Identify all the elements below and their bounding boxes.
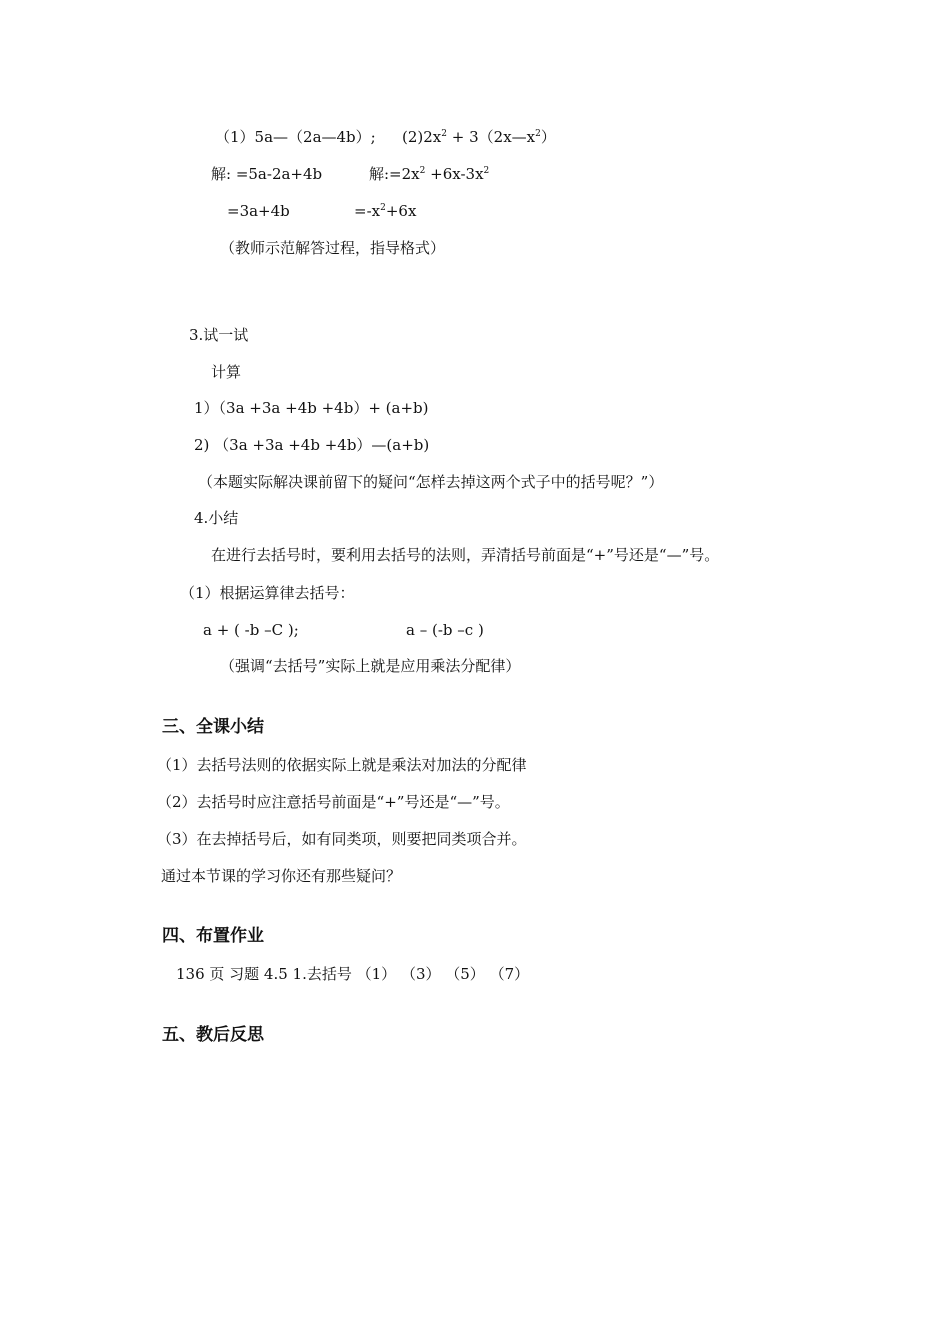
try-item-1: 1）（3a +3a +4b +4b）+ (a+b) xyxy=(194,399,429,417)
section-5-title: 五、教后反思 xyxy=(162,1025,264,1045)
problem-2: $(2)2x^2$ + $3(2x—x^2)$ xyxy=(402,128,556,146)
section-3-title: 三、全课小结 xyxy=(162,717,264,737)
try-subtitle: 计算 xyxy=(211,363,242,381)
solution-1-line-2: =3a+4b xyxy=(227,202,290,220)
summary-small-text: 在进行去括号时，要利用去括号的法则，弄清括号前面是“+”号还是“—”号。 xyxy=(211,546,720,564)
section-4-title: 四、布置作业 xyxy=(162,926,264,946)
solution-2-line-1: 解$:=2x^2 +6x-3x^2$ xyxy=(369,165,490,183)
section-3-question: 通过本节课的学习你还有那些疑问？ xyxy=(161,867,402,885)
try-title: 3.试一试 xyxy=(189,326,249,344)
section-3-item-1: （1）去括号法则的依据实际上就是乘法对加法的分配律 xyxy=(157,756,527,774)
solution-1-line-1: 解: =5a-2a+4b xyxy=(211,165,323,183)
example-note: （教师示范解答过程，指导格式） xyxy=(220,239,446,257)
summary-small-note: （强调“去括号”实际上就是应用乘法分配律） xyxy=(220,657,521,675)
section-3-item-3: （3）在去掉括号后，如有同类项，则要把同类项合并。 xyxy=(157,830,527,848)
summary-small-title: 4.小结 xyxy=(194,509,239,527)
summary-expr-1: a + ( -b –C ); xyxy=(203,621,299,639)
problem-1: （1）5a—（2a—4b）; xyxy=(215,128,376,146)
summary-expr-2: a – (-b –c ) xyxy=(406,621,484,639)
try-item-2: 2) （3a +3a +4b +4b）—(a+b) xyxy=(194,436,430,454)
solution-2-line-2: $=-x^2+6x$ xyxy=(354,202,417,220)
section-3-item-2: （2）去括号时应注意括号前面是“+”号还是“—”号。 xyxy=(157,793,510,811)
summary-small-rule: （1）根据运算律去括号： xyxy=(180,584,355,602)
try-note: （本题实际解决课前留下的疑问“怎样去掉这两个式子中的括号呢？”） xyxy=(198,473,664,491)
homework-text: 136 页 习题 4.5 1.去括号 （1） （3） （5） （7） xyxy=(176,965,530,983)
